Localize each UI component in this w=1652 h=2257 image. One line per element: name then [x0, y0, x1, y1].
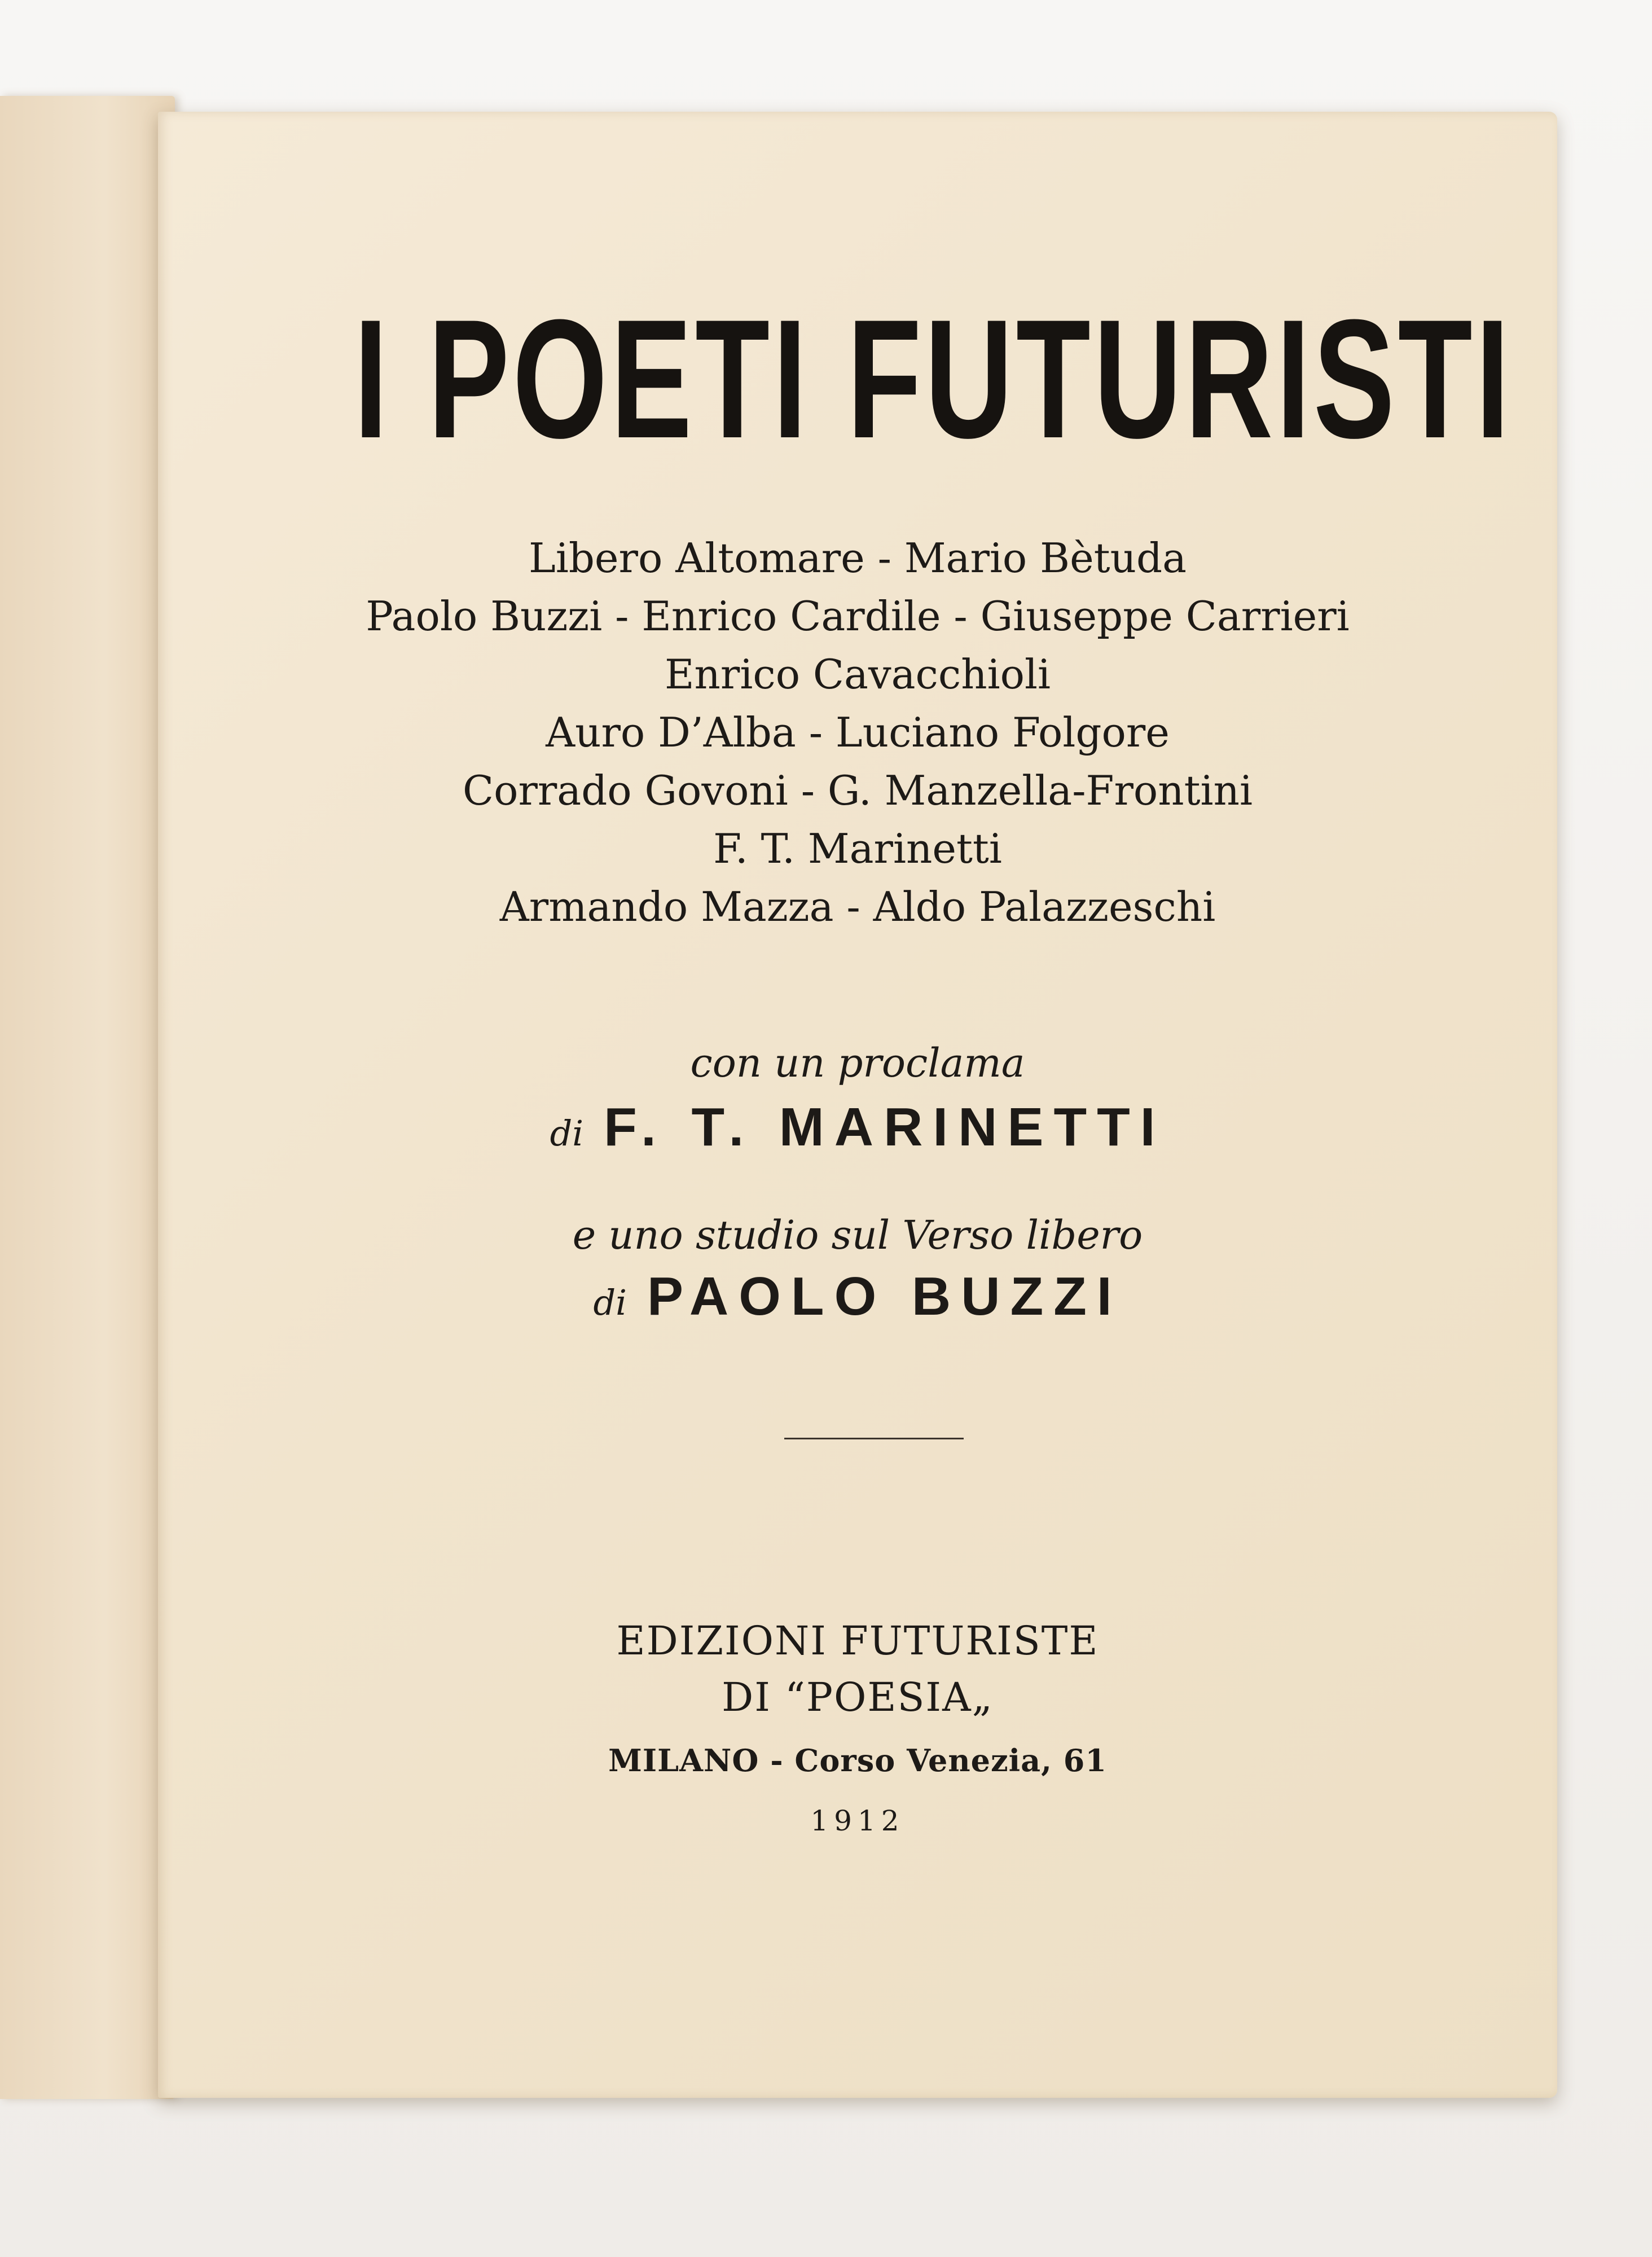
proclama-author-line: [158, 1096, 1557, 1158]
poets-list: [158, 529, 1557, 936]
publisher-address: MILANO - Corso Venezia, 61: [608, 1742, 1107, 1779]
proclama-intro: con un proclama: [690, 1040, 1025, 1086]
divider-rule: [784, 1438, 964, 1439]
publisher-block: [158, 1613, 1557, 1725]
publication-year: 1912: [810, 1804, 905, 1837]
poets-line: F. T. Marinetti: [713, 825, 1002, 872]
proclama-author: F. T. MARINETTI: [604, 1097, 1166, 1157]
publisher-line: EDIZIONI FUTURISTE: [616, 1618, 1099, 1664]
poets-line: Libero Altomare - Mario Bètuda: [529, 534, 1187, 582]
poets-line: Auro D’Alba - Luciano Folgore: [546, 709, 1170, 756]
publisher-line: DI “POESIA„: [722, 1674, 994, 1720]
studio-di: di: [593, 1282, 627, 1323]
studio-intro: e uno studio sul Verso libero: [572, 1212, 1143, 1258]
poets-line: Corrado Govoni - G. Manzella-Frontini: [463, 767, 1253, 814]
title-page: [158, 112, 1557, 2098]
studio-author-line: [158, 1266, 1557, 1328]
poets-line: Armando Mazza - Aldo Palazzeschi: [499, 883, 1216, 930]
proclama-di: di: [550, 1113, 584, 1154]
left-book-page: [0, 96, 175, 2099]
book-title: I POETI FUTURISTI: [354, 284, 1513, 473]
studio-author: PAOLO BUZZI: [647, 1266, 1122, 1327]
poets-line: Enrico Cavacchioli: [665, 651, 1051, 698]
poets-line: Paolo Buzzi - Enrico Cardile - Giuseppe Carrieri: [366, 592, 1350, 640]
